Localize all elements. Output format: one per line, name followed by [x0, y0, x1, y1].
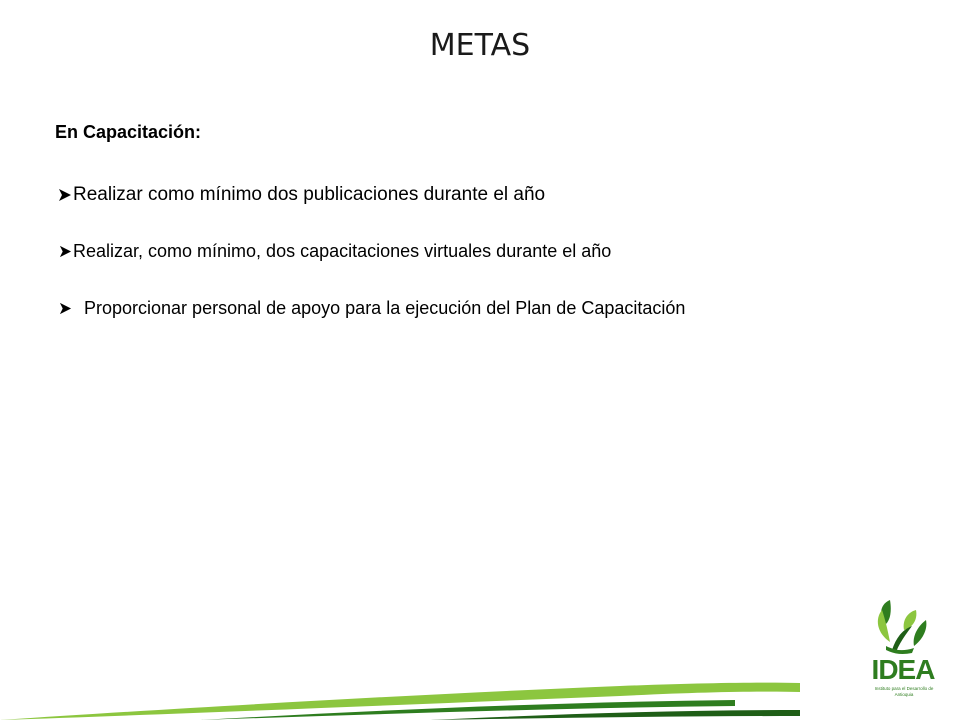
idea-logo [868, 590, 938, 700]
green-swoosh-decoration [0, 650, 960, 720]
logo-tagline: Instituto para el Desarrollo de Antioquia [874, 686, 934, 697]
list-item-text: Realizar, como mínimo, dos capacitaciones virtuales durante el año [73, 241, 612, 261]
list-item [57, 184, 545, 206]
arrowhead-bullet-icon [57, 301, 73, 317]
logo-wordmark: IDEA [871, 654, 935, 685]
list-item [57, 298, 685, 319]
arrowhead-bullet-icon [57, 187, 73, 203]
page-title: METAS [429, 28, 531, 63]
leaf-emblem-icon [868, 590, 938, 656]
list-item-text: Proporcionar personal de apoyo para la ejecución del Plan de Capacitación [84, 298, 686, 318]
list-item-text: Realizar como mínimo dos publicaciones durante el año [73, 184, 546, 205]
list-item [57, 241, 611, 262]
arrowhead-bullet-icon [57, 244, 73, 260]
section-subtitle: En Capacitación: [55, 122, 202, 142]
